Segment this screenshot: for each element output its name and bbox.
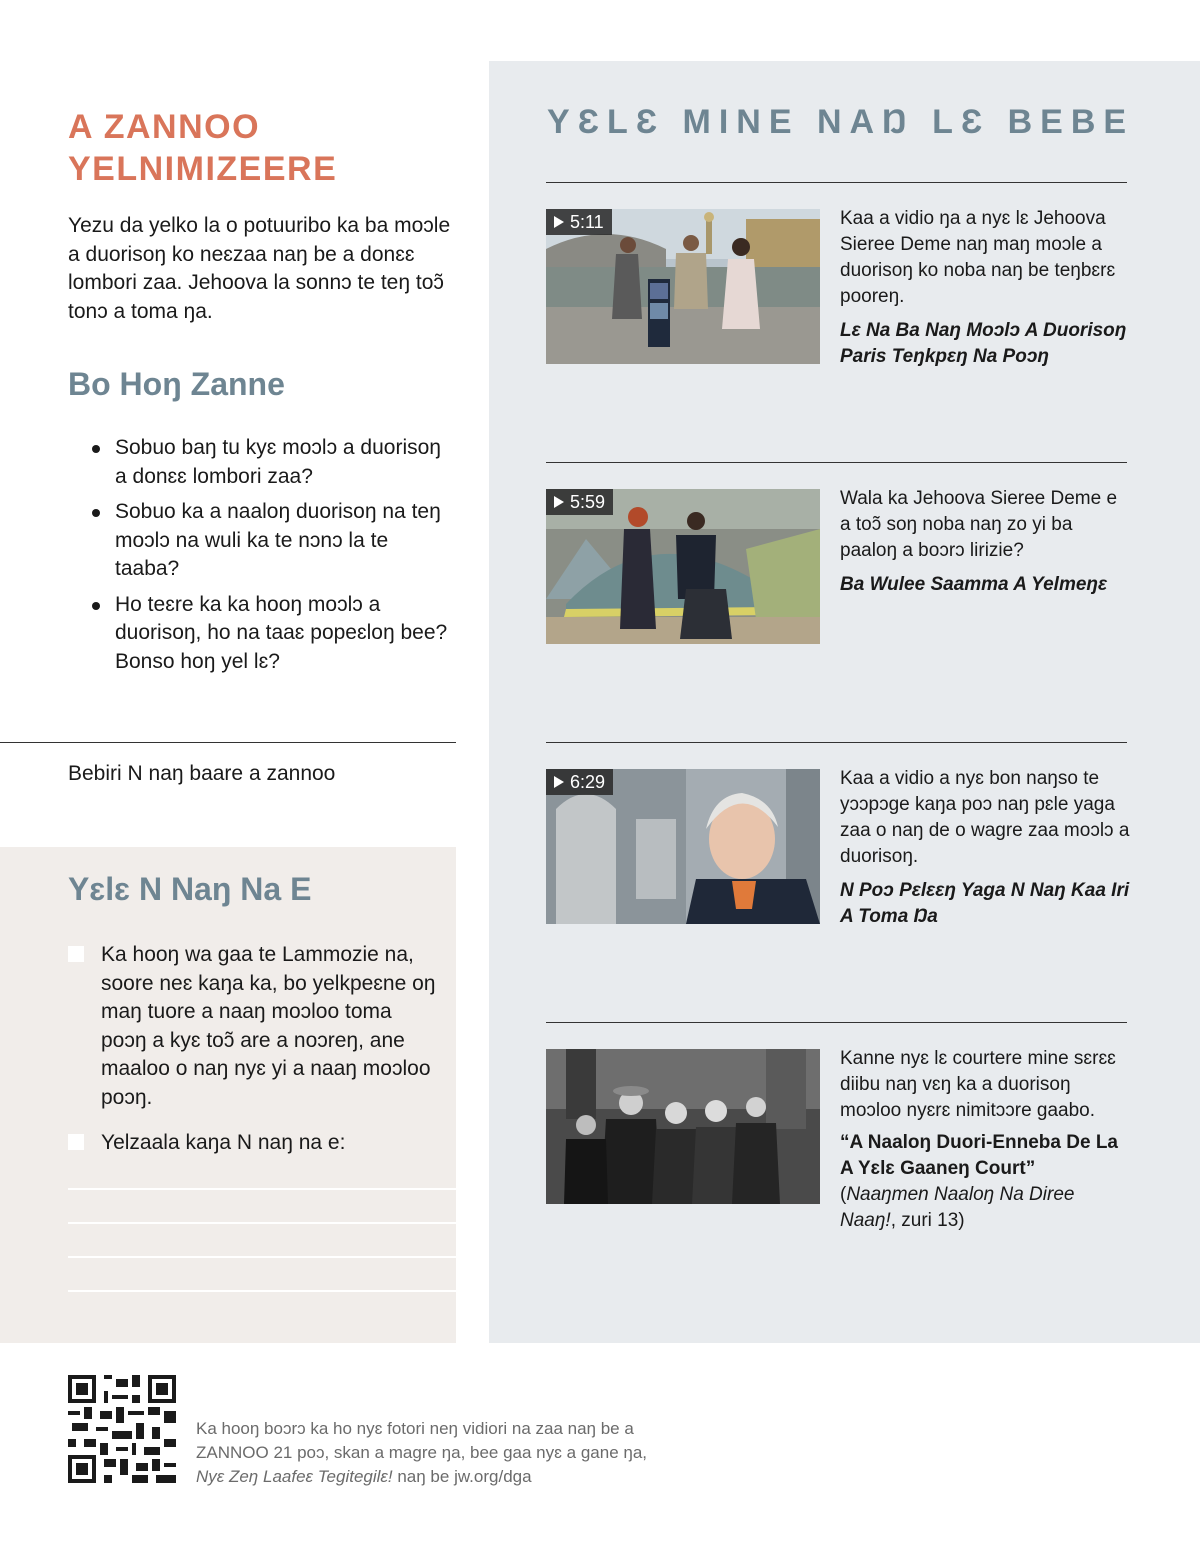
task-item: Ka hooŋ wa gaa te Lammozie na, soore neɛ kaŋa ka, bo yelkpeɛne oŋ maŋ tuore a naaŋ moɔloo toma poɔŋ a kyɛ toɔ̃ are a noɔreŋ, ane maaloo o naŋ nyɛ yi a naaŋ moɔloo poɔŋ.	[68, 941, 438, 1112]
duration-badge: 6:29	[546, 769, 613, 795]
writing-line[interactable]	[68, 1188, 456, 1190]
lesson-intro: Yezu da yelko la o potuuribo ka ba moɔle a duorisoŋ ko neɛzaa naŋ be a donɛɛ lombori zaa. Jehoova la sonnɔ te teŋ toɔ̃ tonɔ a toma ŋa.	[68, 214, 451, 323]
bible-notes-label: Bebiri N naŋ baare a zannoo	[68, 762, 336, 785]
divider	[0, 742, 456, 743]
footer-note: Ka hooŋ boɔrɔ ka ho nyɛ fotori neŋ vidiori na zaa naŋ be a ZANNOO 21 poɔ, skan a magre ŋa, bee gaa nyɛ a gane ŋa, Nyɛ Zeŋ Laafeɛ Tegitegilɛ! naŋ be jw.org/dga	[196, 1419, 648, 1486]
duration-badge: 5:11	[546, 209, 612, 235]
video-thumbnail[interactable]	[546, 209, 820, 364]
checkbox[interactable]	[68, 946, 84, 962]
writing-line[interactable]	[68, 1290, 456, 1292]
discuss-heading: Bo Hoŋ Zanne	[68, 366, 285, 402]
bullet-icon	[92, 445, 100, 453]
explore-panel	[489, 61, 1200, 1343]
divider	[546, 1022, 1127, 1023]
video-link[interactable]: N Poɔ Pɛlɛɛŋ Yaga N Naŋ Kaa Iri A Toma Ŋa	[840, 880, 1130, 927]
task-panel	[0, 847, 456, 1343]
question-list	[92, 434, 457, 683]
explore-heading: YƐLƐ MINE NAŊ LƐ BEBE	[547, 103, 1135, 141]
task-item: Yelzaala kaŋa N naŋ na e:	[68, 1129, 438, 1158]
play-icon	[554, 496, 564, 508]
play-icon	[554, 216, 564, 228]
article-description: Kanne nyɛ lɛ courtere mine sɛrɛɛ diibu naŋ vɛŋ ka a duorisoŋ moɔloo nyɛrɛ nimitɔɔre gaabo. “A Naaloŋ Duori-Enneba De La A Yɛlɛ Gaaneŋ Court” (Naaŋmen Naaloŋ Na Diree Naaŋ!, zuri 13)	[840, 1046, 1130, 1234]
divider	[546, 462, 1127, 463]
duration-badge: 5:59	[546, 489, 613, 515]
bullet-icon	[92, 509, 100, 517]
video-description: Kaa a vidio a nyɛ bon naŋso te yɔɔpɔge kaŋa poɔ naŋ pɛle yaga zaa o naŋ de o wagre zaa moɔlɔ a duorisoŋ. N Poɔ Pɛlɛɛŋ Yaga N Naŋ Kaa Iri A Toma Ŋa	[840, 766, 1130, 930]
article-link[interactable]: “A Naaloŋ Duori-Enneba De La A Yɛlɛ Gaaneŋ Court”	[840, 1132, 1118, 1179]
bullet-icon	[92, 602, 100, 610]
video-description: Wala ka Jehoova Sieree Deme e a toɔ̃ soŋ noba naŋ zo yi ba paaloŋ a boɔrɔ lirizie? Ba Wulee Saamma A Yelmeŋɛ	[840, 486, 1130, 598]
video-link[interactable]: Lɛ Na Ba Naŋ Moɔlɔ A Duorisoŋ Paris Teŋkpɛŋ Na Poɔŋ	[840, 320, 1127, 367]
writing-line[interactable]	[68, 1256, 456, 1258]
video-description: Kaa a vidio ŋa a nyɛ lɛ Jehoova Sieree Deme naŋ maŋ moɔle a duorisoŋ ko noba naŋ be teŋbɛrɛ pooreŋ. Lɛ Na Ba Naŋ Moɔlɔ A Duorisoŋ Paris Teŋkpɛŋ Na Poɔŋ	[840, 206, 1130, 370]
divider	[546, 742, 1127, 743]
task-heading: Yɛlɛ N Naŋ Na E	[68, 871, 312, 907]
question-item: Sobuo ka a naaloŋ duorisoŋ na teŋ moɔlɔ na wuli ka te nɔnɔ la te taaba?	[92, 498, 457, 584]
play-icon	[554, 776, 564, 788]
article-image[interactable]	[546, 1049, 820, 1204]
article-source: (Naaŋmen Naaloŋ Na Diree Naaŋ!, zuri 13)	[840, 1184, 1075, 1231]
writing-line[interactable]	[68, 1222, 456, 1224]
question-item: Ho teɛre ka ka hooŋ moɔlɔ a duorisoŋ, ho na taaɛ popeɛloŋ bee? Bonso hoŋ yel lɛ?	[92, 591, 457, 677]
video-thumbnail[interactable]	[546, 489, 820, 644]
qr-code-icon[interactable]	[68, 1375, 176, 1483]
video-thumbnail[interactable]	[546, 769, 820, 924]
divider	[546, 182, 1127, 183]
lesson-title: A ZANNOO YELNIMIZEERE	[68, 108, 338, 188]
historic-group-photo	[546, 1049, 820, 1204]
question-item: Sobuo baŋ tu kyɛ moɔlɔ a duorisoŋ a donɛɛ lombori zaa?	[92, 434, 457, 491]
video-link[interactable]: Ba Wulee Saamma A Yelmeŋɛ	[840, 574, 1108, 595]
checkbox[interactable]	[68, 1134, 84, 1150]
task-list	[68, 941, 438, 1175]
